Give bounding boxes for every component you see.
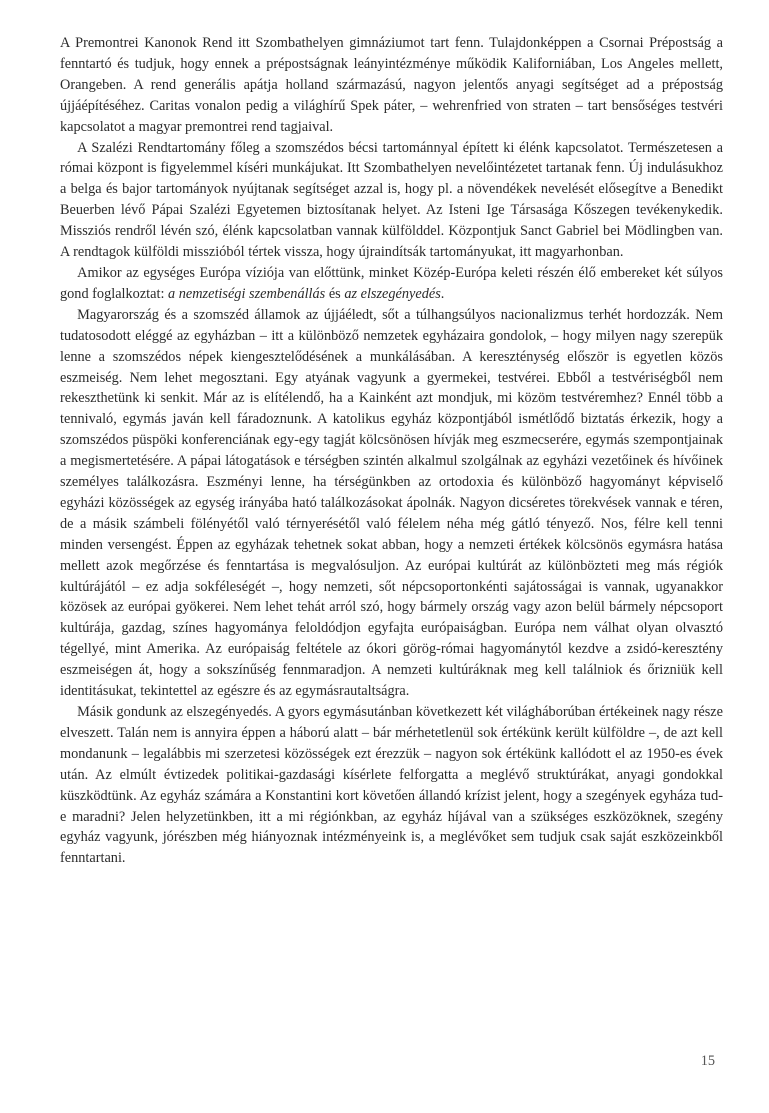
- paragraph-europa-end: .: [440, 285, 445, 302]
- paragraph-szalezi: A Szalézi Rendtartomány főleg a szomszédos bécsi tartománnyal épített ki élénk kapcsolatot. Természetesen a római központ is figyelemmel kíséri munkájukat. Itt Szombathelyen nevelőintézetet tartanak fenn. Új indulásukhoz a belga és bajor tartományok nyújtanak segítséget azzal is, hogy pl. a növendékek nevelését elősegítve a Benedikt Beuerben lévő Pápai Szalézi Egyetemen biztosítanak helyet. Az Isteni Ige Társasága Kőszegen tevékenykedik. Missziós rendről lévén szó, élénk kapcsolatban vannak külfölddel. Központjuk Sanct Gabriel bei Mödlingben van. A rendtagok külföldi misszióból tértek vissza, hogy újraindítsák tartományukat, itt magyarhonban.: [60, 139, 723, 261]
- paragraph-elszegenyedes: Másik gondunk az elszegényedés. A gyors egymásutánban következett két világháborúban értékeinek nagy része elveszett. Talán nem is annyira éppen a háború alatt – bár mérhetetlenül sok értékünk került külföldre –, de azt kell mondanunk – legalábbis mi szerzetesi közösségek ezt érezzük – nagyon sok értékünk kallódott el az 1950-es évek után. Az elmúlt évtizedek politikai-gazdasági kísérlete felforgatta a meglévő struktúrákat, anyagi gondokkal küszködtünk. Az egyház számára a Konstantini kort követően állandó krízist jelent, hogy a szegények egyháza tud-e maradni? Jelen helyzetünkben, itt a mi régiónkban, az egyház híjával van a szükséges eszközöknek, szegény egyház vagyunk, jórészben még hiányoznak intézményeink is, a meglévőket sem tudjuk csak saját eszközeinkből fenntartani.: [60, 704, 723, 867]
- paragraph-europa-text: Amikor az egységes Európa víziója van előttünk, minket Közép-Európa keleti részén élő embereket két súlyos gond foglalkoztat:: [60, 264, 723, 302]
- paragraph-europa: [60, 263, 723, 305]
- emphasis-nemzetisegi: a nemzetiségi szembenállás: [168, 285, 326, 302]
- document-body: [60, 33, 723, 869]
- emphasis-elszegenyedes: az elszegényedés: [344, 285, 441, 302]
- paragraph-nacionalizmus: Magyarország és a szomszéd államok az újjáéledt, sőt a túlhangsúlyos nacionalizmus terhét hordozzák. Nem tudatosodott eléggé az egyházban – itt a különböző nemzetek egyházaira gondolok, – hogy milyen nagy szerepük lenne a szomszédos népek kiengesztelődésének a munkálásában. A kereszténység először is egyetlen közös eszmeiség. Nem lehet megosztani. Egy atyának vagyunk a gyermekei, testvérei. Ebből a testvériségből nem rekeszthetünk ki senkit. Már az is elítélendő, ha a Kainként azt mondjuk, mi közöm testvéremhez? Ennél több a tennivaló, egymás javán kell fáradoznunk. A katolikus egyház központjából ismétlődő biztatás érkezik, hogy a szomszédos püspöki konferenciának egy-egy tagját kölcsönösen hívják meg eszmecserére, egymás szempontjainak a megismertetésére. A pápai látogatások e térségben szintén alkalmul szolgálnak az egyházi vezetőinek és hívőinek személyes találkozásra. Eszményi lenne, ha térségünkben az ortodoxia és különböző hagyományt képviselő egyházi közösségek az egység irányába ható találkozásokat ápolnák. Nagyon dicséretes törekvések vannak e téren, de a másik számbeli fölényétől való térnyerésétől való félelem néha még gátló tényező. Nos, félre kell tenni minden versengést. Éppen az egyházak tehetnek sokat abban, hogy a nemzeti értékek kölcsönös egymásra hatása mellett azok megőrzése és fenntartása is megvalósuljon. Az európai kultúrát az különbözteti meg más régiók kultúrájától – ez adja sokféleségét –, hogy nemzeti, sőt népcsoportonkénti sajátosságai is vannak, ugyanakkor közösek az európai gyökerei. Nem lehet tehát arról szó, hogy bármely ország vagy azon belül bármely népcsoport kultúrája, gazdag, színes hagyománya feloldódjon egyfajta európaiságban. Európa nem válhat olyan olvasztó tégellyé, mint Amerika. Az európaiság feltétele az ókori görög-római hagyománytól kezdve a zsidó-keresztény eszmeiségen át, hogy a sokszínűség fennmaradjon. A nemzeti kultúráknak meg kell találniok és őrizniük kell identitásukat, tekintettel az egészre és az egymásrautaltságra.: [60, 306, 723, 700]
- paragraph-europa-conj: és: [325, 285, 345, 302]
- page-number: 15: [700, 1053, 715, 1069]
- paragraph-premontrei: A Premontrei Kanonok Rend itt Szombathelyen gimnáziumot tart fenn. Tulajdonképpen a Csornai Prépostság a fenntartó és tudjuk, hogy ennek a prépostságnak leányintézménye működik Kaliforniában, Los Angeles mellett, Orangeben. A rend generális apátja holland származású, nagyon jelentős anyagi segítséget ad a prépostság újjáépítéséhez. Caritas vonalon pedig a világhírű Spek páter, – wehrenfried von straten – tart bensőséges testvéri kapcsolatot a magyar premontrei rend tagjaival.: [60, 35, 723, 135]
